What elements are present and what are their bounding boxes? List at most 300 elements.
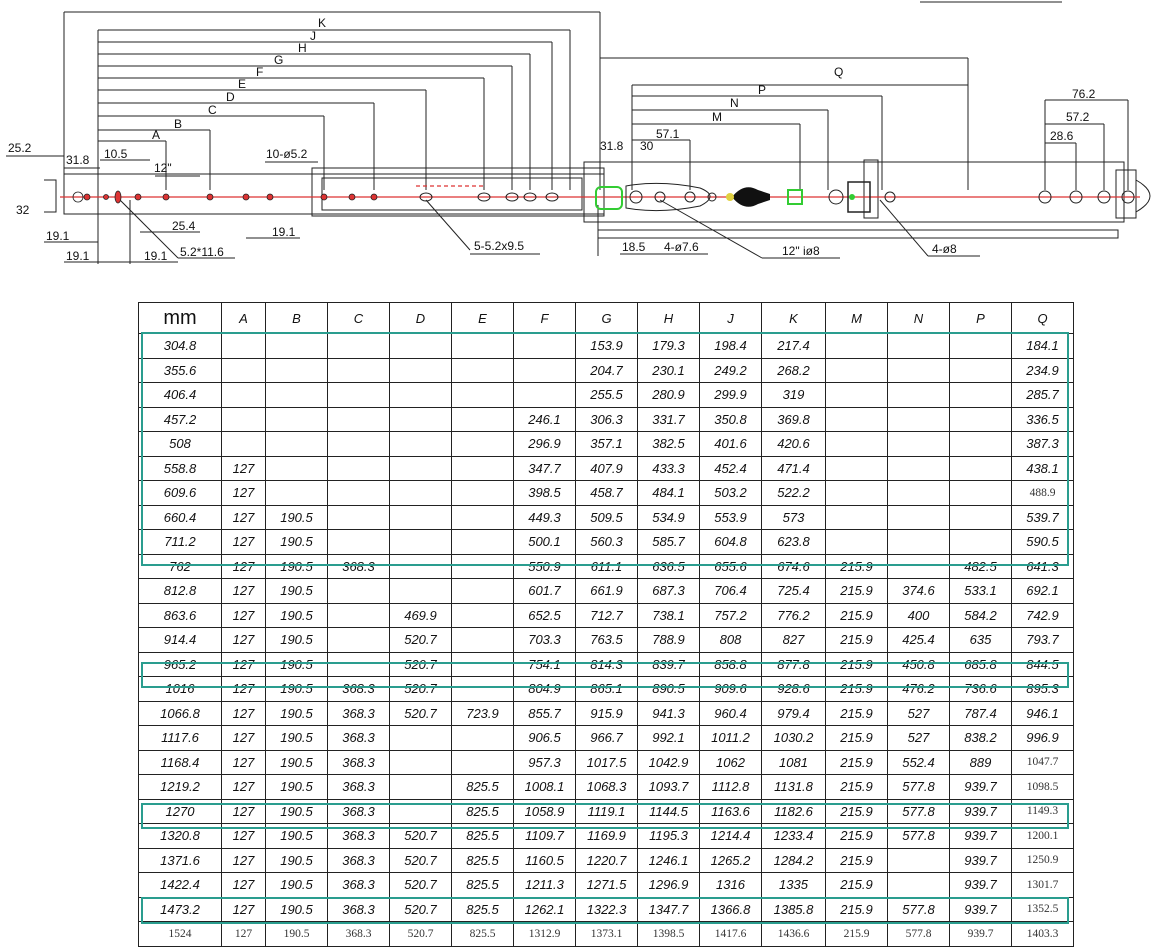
table-cell: 788.9 bbox=[638, 628, 700, 653]
table-cell: 1352.5 bbox=[1012, 897, 1074, 922]
table-cell bbox=[826, 432, 888, 457]
table-cell: 1011.2 bbox=[700, 726, 762, 751]
table-cell: 1182.6 bbox=[762, 799, 826, 824]
table-cell: 1169.9 bbox=[576, 824, 638, 849]
table-cell: 350.8 bbox=[700, 407, 762, 432]
table-cell: 1262.1 bbox=[514, 897, 576, 922]
table-cell: 484.1 bbox=[638, 481, 700, 506]
table-cell: 215.9 bbox=[826, 848, 888, 873]
table-cell bbox=[390, 726, 452, 751]
table-cell bbox=[452, 750, 514, 775]
table-cell: 577.8 bbox=[888, 775, 950, 800]
table-cell: 623.8 bbox=[762, 530, 826, 555]
table-cell: 1320.8 bbox=[139, 824, 222, 849]
table-cell bbox=[328, 334, 390, 359]
table-cell: 215.9 bbox=[826, 652, 888, 677]
table-row bbox=[139, 481, 1074, 506]
table-cell: 127 bbox=[222, 922, 266, 947]
table-cell bbox=[452, 652, 514, 677]
table-cell: 127 bbox=[222, 775, 266, 800]
table-cell: 939.7 bbox=[950, 922, 1012, 947]
table-cell: 190.5 bbox=[266, 652, 328, 677]
table-row bbox=[139, 848, 1074, 873]
dim-19-1-c: 19.1 bbox=[144, 249, 168, 263]
table-cell bbox=[390, 775, 452, 800]
table-row bbox=[139, 628, 1074, 653]
table-cell: 420.6 bbox=[762, 432, 826, 457]
table-cell: 234.9 bbox=[1012, 358, 1074, 383]
dim-label-g: G bbox=[274, 53, 284, 67]
table-cell: 1284.2 bbox=[762, 848, 826, 873]
table-cell: 825.5 bbox=[452, 873, 514, 898]
table-cell: 1160.5 bbox=[514, 848, 576, 873]
table-cell: 509.5 bbox=[576, 505, 638, 530]
table-cell: 1422.4 bbox=[139, 873, 222, 898]
table-cell: 825.5 bbox=[452, 775, 514, 800]
table-cell: 808 bbox=[700, 628, 762, 653]
table-cell bbox=[452, 530, 514, 555]
table-row bbox=[139, 897, 1074, 922]
table-row bbox=[139, 922, 1074, 947]
dim-slots-5: 5-5.2x9.5 bbox=[474, 239, 525, 253]
table-cell bbox=[222, 334, 266, 359]
table-row bbox=[139, 726, 1074, 751]
table-cell: 553.9 bbox=[700, 505, 762, 530]
table-cell: 889 bbox=[950, 750, 1012, 775]
table-cell bbox=[888, 334, 950, 359]
table-cell: 527 bbox=[888, 726, 950, 751]
table-cell bbox=[328, 383, 390, 408]
table-cell: 190.5 bbox=[266, 579, 328, 604]
table-cell: 609.6 bbox=[139, 481, 222, 506]
table-cell bbox=[888, 358, 950, 383]
table-cell: 190.5 bbox=[266, 530, 328, 555]
table-cell: 939.7 bbox=[950, 775, 1012, 800]
table-cell bbox=[950, 383, 1012, 408]
table-cell bbox=[452, 726, 514, 751]
table-cell bbox=[266, 432, 328, 457]
table-cell bbox=[514, 383, 576, 408]
table-cell: 915.9 bbox=[576, 701, 638, 726]
table-cell: 127 bbox=[222, 481, 266, 506]
table-cell: 1366.8 bbox=[700, 897, 762, 922]
table-cell: 754.1 bbox=[514, 652, 576, 677]
table-cell: 368.3 bbox=[328, 554, 390, 579]
table-cell bbox=[328, 505, 390, 530]
table-cell: 757.2 bbox=[700, 603, 762, 628]
table-cell: 306.3 bbox=[576, 407, 638, 432]
dim-label-k: K bbox=[318, 16, 327, 30]
table-cell: 331.7 bbox=[638, 407, 700, 432]
table-cell: 814.3 bbox=[576, 652, 638, 677]
table-cell: 685.8 bbox=[950, 652, 1012, 677]
table-cell: 127 bbox=[222, 579, 266, 604]
table-cell: 674.6 bbox=[762, 554, 826, 579]
table-cell bbox=[452, 432, 514, 457]
dim-label-b: B bbox=[174, 117, 183, 131]
table-cell: 215.9 bbox=[826, 922, 888, 947]
table-cell bbox=[328, 530, 390, 555]
dim-31-8-right: 31.8 bbox=[600, 139, 624, 153]
table-cell: 996.9 bbox=[1012, 726, 1074, 751]
table-cell: 246.1 bbox=[514, 407, 576, 432]
table-cell: 687.3 bbox=[638, 579, 700, 604]
dim-19-1-b: 19.1 bbox=[66, 249, 90, 263]
table-cell bbox=[452, 628, 514, 653]
table-row bbox=[139, 407, 1074, 432]
header-cell-q: Q bbox=[1012, 303, 1074, 334]
table-cell: 368.3 bbox=[328, 873, 390, 898]
table-cell: 296.9 bbox=[514, 432, 576, 457]
table-cell: 992.1 bbox=[638, 726, 700, 751]
table-cell bbox=[452, 481, 514, 506]
table-cell bbox=[452, 505, 514, 530]
table-cell: 895.3 bbox=[1012, 677, 1074, 702]
dim-holes-10: 10-ø5.2 bbox=[266, 147, 308, 161]
table-cell bbox=[328, 358, 390, 383]
table-cell: 534.9 bbox=[638, 505, 700, 530]
table-cell: 449.3 bbox=[514, 505, 576, 530]
table-row bbox=[139, 873, 1074, 898]
dim-holes-4-7-6: 4-ø7.6 bbox=[664, 240, 699, 254]
table-cell bbox=[222, 358, 266, 383]
table-cell: 1062 bbox=[700, 750, 762, 775]
table-cell: 1149.3 bbox=[1012, 799, 1074, 824]
table-cell: 400 bbox=[888, 603, 950, 628]
dim-label-c: C bbox=[208, 103, 217, 117]
table-cell: 1322.3 bbox=[576, 897, 638, 922]
header-cell-f: F bbox=[514, 303, 576, 334]
dim-30: 30 bbox=[640, 139, 654, 153]
header-cell-b: B bbox=[266, 303, 328, 334]
table-cell: 520.7 bbox=[390, 897, 452, 922]
table-cell: 285.7 bbox=[1012, 383, 1074, 408]
table-cell: 1301.7 bbox=[1012, 873, 1074, 898]
table-cell: 723.9 bbox=[452, 701, 514, 726]
table-cell bbox=[826, 334, 888, 359]
table-cell: 190.5 bbox=[266, 505, 328, 530]
table-cell: 452.4 bbox=[700, 456, 762, 481]
table-cell: 471.4 bbox=[762, 456, 826, 481]
table-cell bbox=[390, 579, 452, 604]
table-cell: 890.5 bbox=[638, 677, 700, 702]
table-row bbox=[139, 554, 1074, 579]
table-cell bbox=[950, 505, 1012, 530]
table-cell: 584.2 bbox=[950, 603, 1012, 628]
table-cell bbox=[888, 481, 950, 506]
table-cell: 230.1 bbox=[638, 358, 700, 383]
table-cell: 127 bbox=[222, 652, 266, 677]
table-cell bbox=[888, 432, 950, 457]
table-cell: 190.5 bbox=[266, 750, 328, 775]
table-cell: 1385.8 bbox=[762, 897, 826, 922]
table-cell bbox=[826, 505, 888, 530]
table-cell bbox=[826, 383, 888, 408]
dim-slot: 5.2*11.6 bbox=[180, 245, 224, 259]
header-cell-n: N bbox=[888, 303, 950, 334]
table-cell: 190.5 bbox=[266, 873, 328, 898]
table-cell bbox=[888, 407, 950, 432]
table-cell: 433.3 bbox=[638, 456, 700, 481]
table-cell: 839.7 bbox=[638, 652, 700, 677]
table-cell: 573 bbox=[762, 505, 826, 530]
table-cell: 1081 bbox=[762, 750, 826, 775]
table-cell: 127 bbox=[222, 456, 266, 481]
table-cell: 190.5 bbox=[266, 922, 328, 947]
table-cell: 425.4 bbox=[888, 628, 950, 653]
table-cell: 527 bbox=[888, 701, 950, 726]
header-cell-g: G bbox=[576, 303, 638, 334]
table-cell: 939.7 bbox=[950, 897, 1012, 922]
table-cell bbox=[390, 407, 452, 432]
table-cell: 368.3 bbox=[328, 677, 390, 702]
table-cell: 215.9 bbox=[826, 677, 888, 702]
table-cell: 127 bbox=[222, 750, 266, 775]
table-cell bbox=[266, 456, 328, 481]
table-row bbox=[139, 701, 1074, 726]
table-cell: 979.4 bbox=[762, 701, 826, 726]
table-cell: 825.5 bbox=[452, 824, 514, 849]
table-cell: 215.9 bbox=[826, 799, 888, 824]
table-cell bbox=[888, 505, 950, 530]
table-cell: 1030.2 bbox=[762, 726, 826, 751]
table-cell bbox=[452, 358, 514, 383]
table-row bbox=[139, 750, 1074, 775]
table-cell: 469.9 bbox=[390, 603, 452, 628]
table-cell: 1335 bbox=[762, 873, 826, 898]
dim-25-4: 25.4 bbox=[172, 219, 196, 233]
table-cell: 711.2 bbox=[139, 530, 222, 555]
table-cell: 827 bbox=[762, 628, 826, 653]
table-cell bbox=[390, 432, 452, 457]
table-cell: 1316 bbox=[700, 873, 762, 898]
dim-28-6: 28.6 bbox=[1050, 129, 1074, 143]
table-cell: 215.9 bbox=[826, 701, 888, 726]
table-cell bbox=[826, 407, 888, 432]
table-cell: 939.7 bbox=[950, 799, 1012, 824]
table-cell: 190.5 bbox=[266, 726, 328, 751]
table-cell: 520.7 bbox=[390, 873, 452, 898]
table-cell: 198.4 bbox=[700, 334, 762, 359]
table-cell: 190.5 bbox=[266, 677, 328, 702]
table-cell bbox=[328, 481, 390, 506]
table-cell bbox=[390, 334, 452, 359]
table-cell: 960.4 bbox=[700, 701, 762, 726]
table-cell: 1200.1 bbox=[1012, 824, 1074, 849]
table-cell: 368.3 bbox=[328, 799, 390, 824]
table-cell: 1246.1 bbox=[638, 848, 700, 873]
table-cell: 1371.6 bbox=[139, 848, 222, 873]
table-cell: 368.3 bbox=[328, 897, 390, 922]
table-cell: 552.4 bbox=[888, 750, 950, 775]
table-cell: 255.5 bbox=[576, 383, 638, 408]
table-row bbox=[139, 505, 1074, 530]
table-cell: 215.9 bbox=[826, 628, 888, 653]
table-cell bbox=[826, 456, 888, 481]
table-row bbox=[139, 432, 1074, 457]
table-cell: 406.4 bbox=[139, 383, 222, 408]
table-cell: 1219.2 bbox=[139, 775, 222, 800]
table-cell: 1403.3 bbox=[1012, 922, 1074, 947]
table-cell: 1008.1 bbox=[514, 775, 576, 800]
table-cell: 127 bbox=[222, 824, 266, 849]
dim-label-f: F bbox=[256, 65, 264, 79]
header-cell-c: C bbox=[328, 303, 390, 334]
table-row bbox=[139, 456, 1074, 481]
table-cell bbox=[222, 432, 266, 457]
table-cell bbox=[950, 358, 1012, 383]
dim-76-2: 76.2 bbox=[1072, 87, 1096, 101]
table-cell: 268.2 bbox=[762, 358, 826, 383]
table-body bbox=[139, 334, 1074, 947]
table-cell: 1195.3 bbox=[638, 824, 700, 849]
table-cell: 736.6 bbox=[950, 677, 1012, 702]
table-cell: 661.9 bbox=[576, 579, 638, 604]
table-cell: 1047.7 bbox=[1012, 750, 1074, 775]
table-cell: 398.5 bbox=[514, 481, 576, 506]
table-cell: 407.9 bbox=[576, 456, 638, 481]
table-cell bbox=[452, 554, 514, 579]
table-cell: 368.3 bbox=[328, 726, 390, 751]
table-cell: 577.8 bbox=[888, 922, 950, 947]
table-cell bbox=[328, 603, 390, 628]
table-cell: 660.4 bbox=[139, 505, 222, 530]
dim-25-2: 25.2 bbox=[8, 141, 32, 155]
table-cell: 215.9 bbox=[826, 603, 888, 628]
dim-18-5: 18.5 bbox=[622, 240, 646, 254]
table-cell: 522.2 bbox=[762, 481, 826, 506]
header-cell-a: A bbox=[222, 303, 266, 334]
table-cell: 1016 bbox=[139, 677, 222, 702]
table-row bbox=[139, 652, 1074, 677]
table-cell bbox=[390, 750, 452, 775]
table-cell: 127 bbox=[222, 873, 266, 898]
table-cell: 508 bbox=[139, 432, 222, 457]
table-cell: 1117.6 bbox=[139, 726, 222, 751]
table-cell: 520.7 bbox=[390, 628, 452, 653]
table-cell: 355.6 bbox=[139, 358, 222, 383]
table-cell: 215.9 bbox=[826, 824, 888, 849]
table-cell bbox=[950, 530, 1012, 555]
table-cell: 1211.3 bbox=[514, 873, 576, 898]
table-cell: 127 bbox=[222, 554, 266, 579]
table-cell bbox=[222, 407, 266, 432]
table-cell: 590.5 bbox=[1012, 530, 1074, 555]
table-cell: 1270 bbox=[139, 799, 222, 824]
dim-label-h: H bbox=[298, 41, 307, 55]
table-cell: 776.2 bbox=[762, 603, 826, 628]
table-cell: 1017.5 bbox=[576, 750, 638, 775]
table-cell bbox=[452, 603, 514, 628]
table-cell bbox=[266, 383, 328, 408]
table-cell bbox=[328, 407, 390, 432]
table-cell bbox=[266, 407, 328, 432]
table-cell: 520.7 bbox=[390, 922, 452, 947]
table-cell: 825.5 bbox=[452, 799, 514, 824]
table-cell bbox=[950, 481, 1012, 506]
table-cell bbox=[390, 554, 452, 579]
table-cell: 127 bbox=[222, 603, 266, 628]
header-cell-e: E bbox=[452, 303, 514, 334]
table-cell: 725.4 bbox=[762, 579, 826, 604]
table-cell bbox=[514, 334, 576, 359]
table-cell: 190.5 bbox=[266, 848, 328, 873]
table-cell: 127 bbox=[222, 799, 266, 824]
table-cell: 1296.9 bbox=[638, 873, 700, 898]
table-cell: 635 bbox=[950, 628, 1012, 653]
table-cell: 520.7 bbox=[390, 848, 452, 873]
table-cell: 636.5 bbox=[638, 554, 700, 579]
table-cell bbox=[390, 383, 452, 408]
table-cell bbox=[950, 456, 1012, 481]
table-cell: 215.9 bbox=[826, 775, 888, 800]
table-cell bbox=[266, 481, 328, 506]
table-cell: 215.9 bbox=[826, 873, 888, 898]
table-cell: 1144.5 bbox=[638, 799, 700, 824]
table-cell: 577.8 bbox=[888, 824, 950, 849]
table-cell: 520.7 bbox=[390, 824, 452, 849]
table-cell bbox=[888, 530, 950, 555]
table-row bbox=[139, 334, 1074, 359]
table-cell bbox=[452, 677, 514, 702]
table-cell: 939.7 bbox=[950, 848, 1012, 873]
table-cell: 655.6 bbox=[700, 554, 762, 579]
table-cell: 1131.8 bbox=[762, 775, 826, 800]
table-cell: 762 bbox=[139, 554, 222, 579]
table-cell: 611.1 bbox=[576, 554, 638, 579]
table-cell: 1473.2 bbox=[139, 897, 222, 922]
table-cell: 838.2 bbox=[950, 726, 1012, 751]
table-cell: 812.8 bbox=[139, 579, 222, 604]
table-cell bbox=[888, 383, 950, 408]
table-cell: 1058.9 bbox=[514, 799, 576, 824]
table-cell: 401.6 bbox=[700, 432, 762, 457]
table-cell bbox=[888, 873, 950, 898]
table-cell bbox=[266, 334, 328, 359]
table-cell: 368.3 bbox=[328, 922, 390, 947]
table-cell bbox=[888, 456, 950, 481]
table-cell: 550.9 bbox=[514, 554, 576, 579]
table-cell: 966.7 bbox=[576, 726, 638, 751]
header-cell-unit: mm bbox=[139, 303, 222, 334]
table-cell: 215.9 bbox=[826, 579, 888, 604]
header-cell-d: D bbox=[390, 303, 452, 334]
table-cell: 604.8 bbox=[700, 530, 762, 555]
table-cell bbox=[888, 554, 950, 579]
table-cell bbox=[222, 383, 266, 408]
table-cell: 127 bbox=[222, 897, 266, 922]
table-cell: 1168.4 bbox=[139, 750, 222, 775]
table-cell bbox=[950, 407, 1012, 432]
table-cell: 179.3 bbox=[638, 334, 700, 359]
table-cell: 127 bbox=[222, 505, 266, 530]
table-cell: 965.2 bbox=[139, 652, 222, 677]
table-cell: 1373.1 bbox=[576, 922, 638, 947]
table-cell: 458.7 bbox=[576, 481, 638, 506]
table-cell bbox=[390, 358, 452, 383]
table-cell bbox=[514, 358, 576, 383]
dim-57-1: 57.1 bbox=[656, 127, 680, 141]
table-cell bbox=[452, 383, 514, 408]
table-cell bbox=[266, 358, 328, 383]
header-row bbox=[139, 303, 1074, 334]
table-row bbox=[139, 383, 1074, 408]
table-cell: 877.8 bbox=[762, 652, 826, 677]
table-cell: 368.3 bbox=[328, 775, 390, 800]
table-cell: 1112.8 bbox=[700, 775, 762, 800]
table-cell: 476.2 bbox=[888, 677, 950, 702]
table-cell: 1214.4 bbox=[700, 824, 762, 849]
